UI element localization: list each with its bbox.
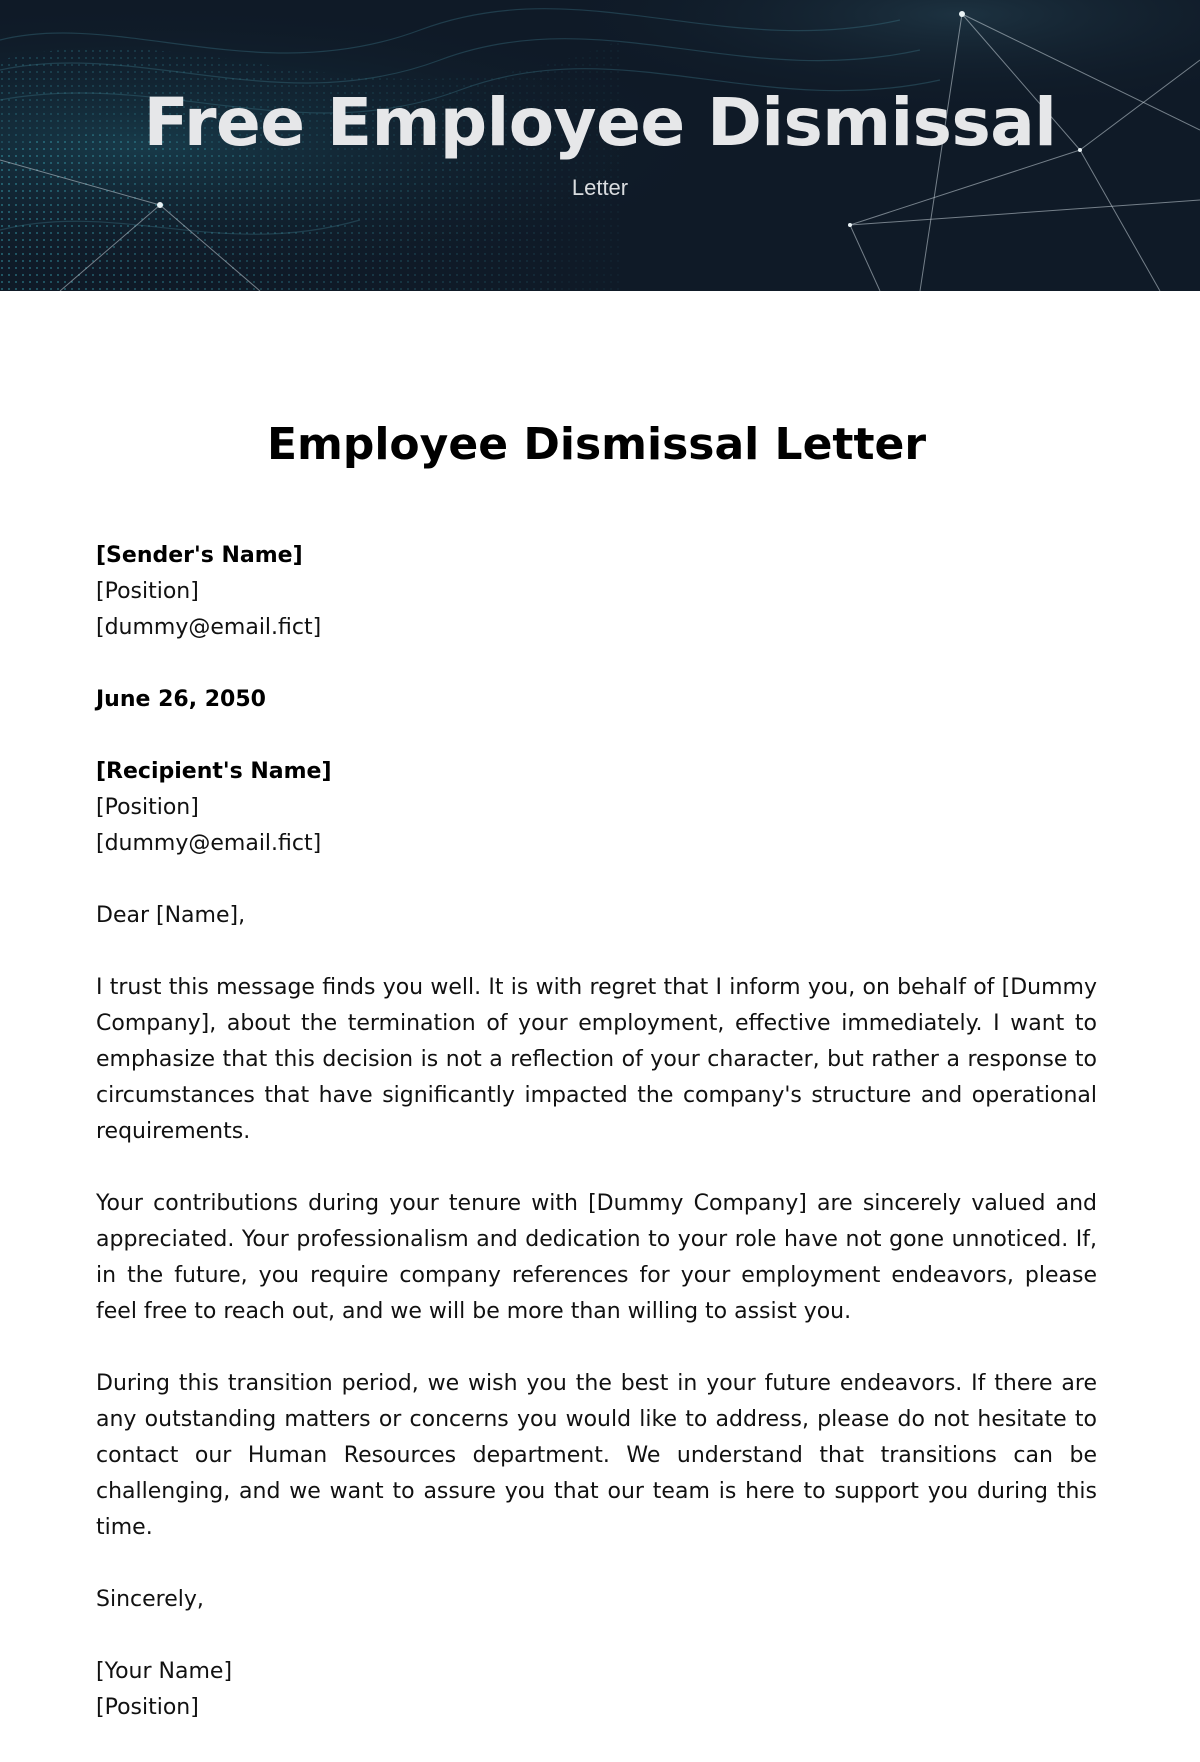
sender-position: [Position]: [96, 579, 199, 604]
letter-body: [96, 412, 1097, 1762]
salutation: Dear [Name],: [96, 903, 246, 928]
closing: Sincerely,: [96, 1587, 204, 1612]
sender-name: [Sender's Name]: [96, 543, 303, 568]
recipient-block: [96, 754, 1097, 862]
signature-name: [Your Name]: [96, 1659, 233, 1684]
sender-block: [96, 538, 1097, 646]
sender-email: [dummy@email.fict]: [96, 615, 322, 640]
header-banner: [0, 0, 1200, 291]
salutation-block: [96, 898, 1097, 934]
body-paragraph-1: I trust this message finds you well. It is with regret that I inform you, on behalf of [Dummy Company], about the termination of your employment, effective immediately. I want to emphasize that this decision is not a reflection of your character, but rather a response to circumstances that have significantly impacted the company's structure and operational requirements.: [96, 975, 1097, 1144]
letter-date: June 26, 2050: [96, 687, 266, 712]
body-paragraph-3: During this transition period, we wish you the best in your future endeavors. If there are any outstanding matters or concerns you would like to address, please do not hesitate to contact our Human Resources department. We understand that transitions can be challenging, and we want to assure you that our team is here to support you during this time.: [96, 1371, 1097, 1540]
date-block: [96, 682, 1097, 718]
signature-position: [Position]: [96, 1695, 199, 1720]
body-paragraph-2: Your contributions during your tenure with [Dummy Company] are sincerely valued and appreciated. Your professionalism and dedication to your role have not gone unnoticed. If, in the future, you require company references for your employment endeavors, please feel free to reach out, and we will be more than willing to assist you.: [96, 1191, 1097, 1324]
recipient-name: [Recipient's Name]: [96, 759, 332, 784]
document-title: Employee Dismissal Letter: [266, 419, 927, 470]
banner-subtitle: Letter: [571, 175, 629, 200]
closing-block: [96, 1582, 1097, 1618]
banner-title: Free Employee Dismissal: [143, 84, 1057, 161]
recipient-email: [dummy@email.fict]: [96, 831, 322, 856]
recipient-position: [Position]: [96, 795, 199, 820]
signature-block: [96, 1654, 1097, 1726]
